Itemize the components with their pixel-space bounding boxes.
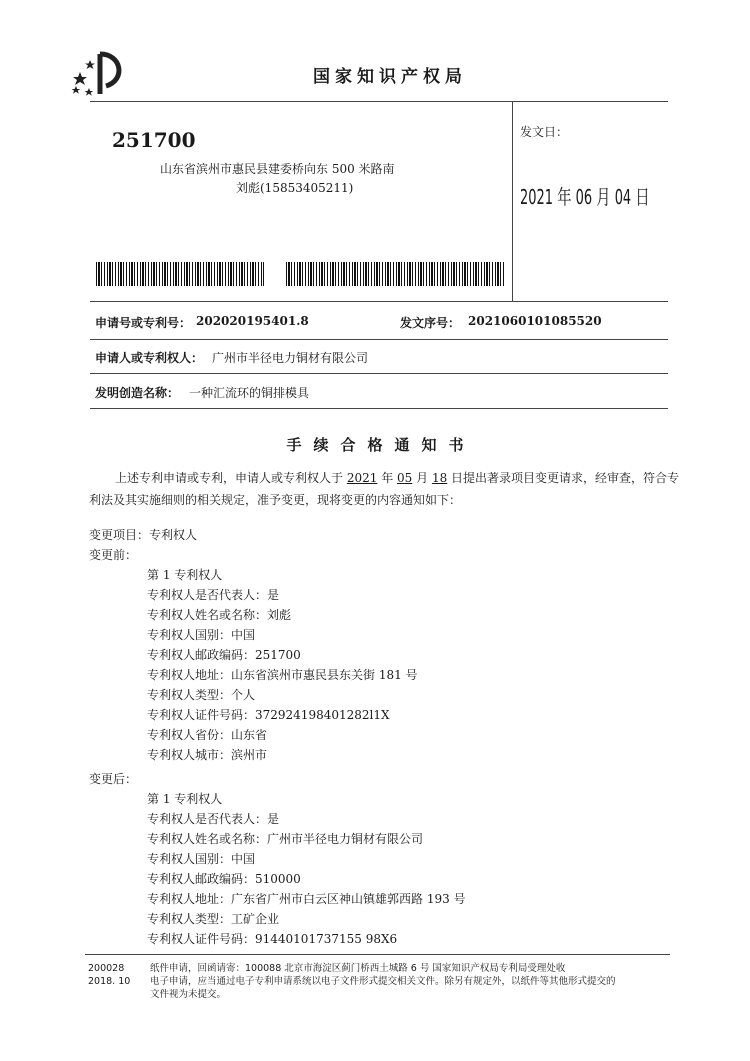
before-line: 专利权人城市：滨州市 [147, 748, 268, 762]
notice-paragraph: 上述专利申请或专利，申请人或专利权人于 2021 年 05 月 18 日提出著录项目变更请求，经审查，符合专 [115, 471, 680, 485]
before-line: 专利权人国别：中国 [147, 628, 256, 642]
after-line: 专利权人地址：广东省广州市白云区神山镇雄郭西路 193 号 [147, 892, 466, 906]
after-label: 变更后： [89, 772, 138, 786]
postcode: 251700 [112, 128, 196, 152]
after-line: 专利权人邮政编码：510000 [147, 872, 301, 886]
agency-title: 国家知识产权局 [313, 67, 467, 87]
before-line: 专利权人姓名或名称：刘彪 [147, 608, 292, 622]
footer-line: 纸件申请，回函请寄：100088 北京市海淀区蓟门桥西土城路 6 号 国家知识产权局专利局受理处收 [150, 963, 566, 974]
applicant: 广州市半径电力铜材有限公司 [212, 351, 369, 365]
footer-line: 文件视为未提交。 [150, 989, 227, 1000]
recipient: 刘彪(15853405211) [236, 181, 354, 195]
form-version: 2018. 10 [88, 976, 131, 987]
mailing-address: 山东省滨州市惠民县建委桥向东 500 米路南 [160, 162, 395, 176]
barcode-icon [96, 262, 264, 286]
applicant-label: 申请人或专利权人： [95, 351, 204, 365]
before-line: 专利权人地址：山东省滨州市惠民县东关街 181 号 [147, 668, 418, 682]
before-label: 变更前： [89, 548, 138, 562]
before-line: 专利权人是否代表人：是 [147, 588, 280, 602]
before-line: 第 1 专利权人 [147, 568, 223, 582]
after-line: 专利权人姓名或名称：广州市半径电力铜材有限公司 [147, 832, 424, 846]
send-date: 2021 年 06 月 04 日 [520, 185, 650, 209]
rule [90, 408, 668, 409]
after-line: 第 1 专利权人 [147, 792, 223, 806]
after-line: 专利权人类型：工矿企业 [147, 912, 280, 926]
app-no-label: 申请号或专利号： [95, 316, 192, 330]
send-date-label: 发文日： [520, 125, 569, 139]
header-rule [90, 101, 668, 102]
doc-no: 2021060101085520 [468, 314, 602, 328]
invention-name: 一种汇流环的铜排模具 [189, 386, 310, 400]
date-divider [512, 101, 513, 301]
app-no: 202020195401.8 [196, 314, 309, 328]
rule [90, 339, 668, 340]
before-line: 专利权人邮政编码：251700 [147, 648, 301, 662]
footer-rule [85, 954, 670, 955]
after-line: 专利权人国别：中国 [147, 852, 256, 866]
footer-line: 电子申请，应当通过电子专利申请系统以电子文件形式提交相关文件。除另有规定外，以纸件等其他形式提交的 [150, 976, 616, 987]
notice-paragraph-2: 利法及其实施细则的相关规定，准予变更，现将变更的内容通知如下： [89, 493, 462, 507]
invention-label: 发明创造名称： [95, 386, 180, 400]
doc-no-label: 发文序号： [400, 316, 461, 330]
barcode-icon [286, 262, 504, 286]
notice-title: 手续合格通知书 [286, 436, 476, 454]
change-item: 变更项目：专利权人 [89, 528, 198, 542]
rule [90, 373, 668, 374]
before-line: 专利权人类型：个人 [147, 688, 256, 702]
after-line: 专利权人是否代表人：是 [147, 812, 280, 826]
before-line: 专利权人证件号码：372924198401282l1X [147, 708, 390, 722]
after-line: 专利权人证件号码：91440101737155 98X6 [147, 932, 398, 946]
rule [90, 301, 668, 302]
form-code: 200028 [88, 963, 125, 974]
before-line: 专利权人省份：山东省 [147, 728, 268, 742]
